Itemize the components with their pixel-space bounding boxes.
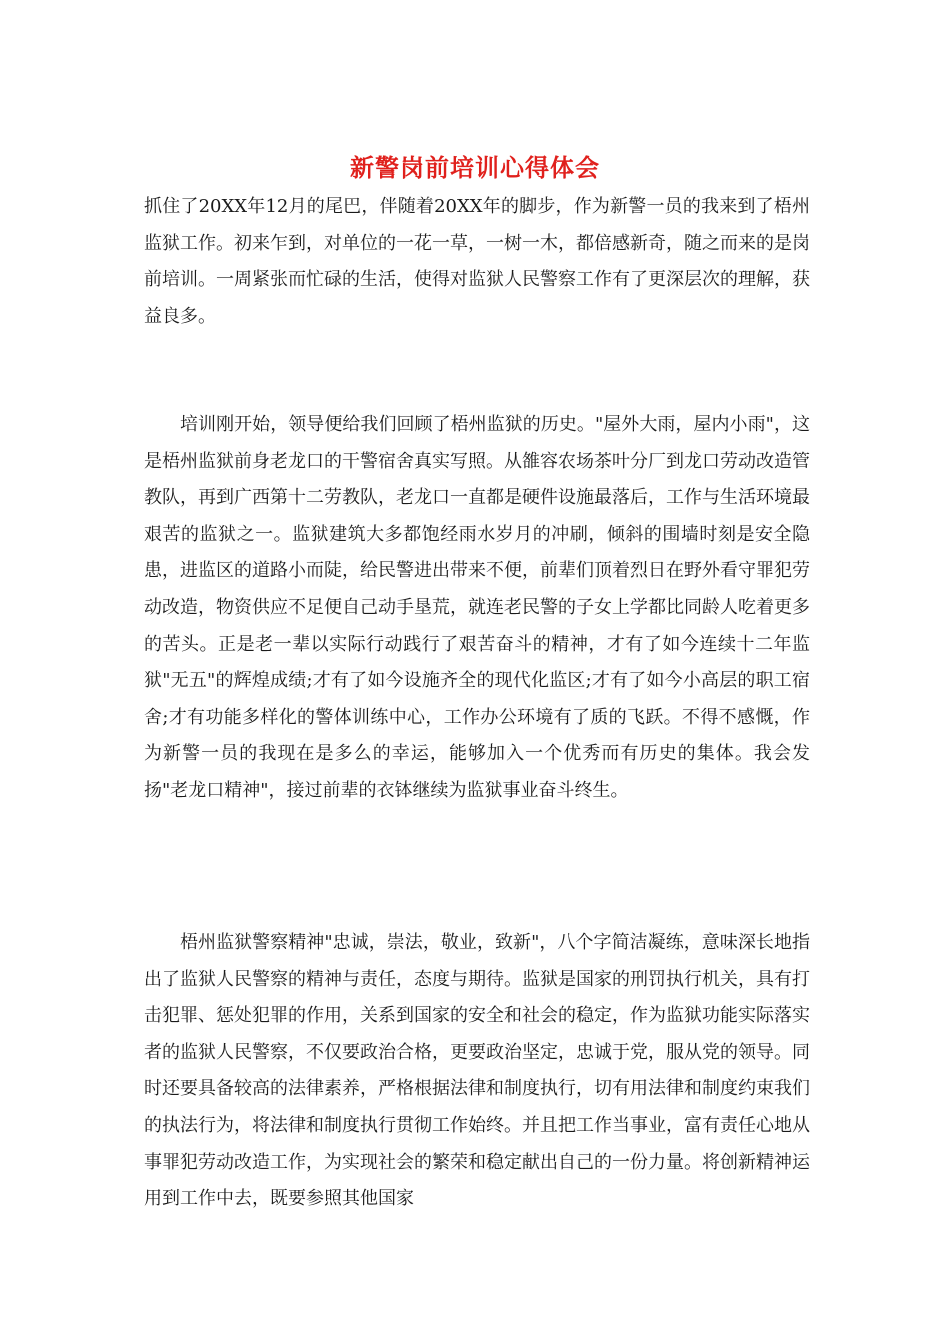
- paragraph-3: 梧州监狱警察精神"忠诚，崇法，敬业，致新"，八个字简洁凝练，意味深长地指出了监狱人民警察的精神与责任，态度与期待。监狱是国家的刑罚执行机关，具有打击犯罪、惩处犯罪的作用，关系到国家的安全和社会的稳定，作为监狱功能实际落实者的监狱人民警察，不仅要政治合格，更要政治坚定，忠诚于党，服从党的领导。同时还要具备较高的法律素养，严格根据法律和制度执行，切有用法律和制度约束我们的执法行为，将法律和制度执行贯彻工作始终。并且把工作当事业，富有责任心地从事罪犯劳动改造工作，为实现社会的繁荣和稳定献出自己的一份力量。将创新精神运用到工作中去，既要参照其他国家: [144, 932, 810, 1210]
- paragraph-2: 培训刚开始，领导便给我们回顾了梧州监狱的历史。"屋外大雨，屋内小雨"，这是梧州监狱前身老龙口的干警宿舍真实写照。从雒容农场茶叶分厂到龙口劳动改造管教队，再到广西第十二劳教队，老龙口一直都是硬件设施最落后，工作与生活环境最艰苦的监狱之一。监狱建筑大多都饱经雨水岁月的冲刷，倾斜的围墙时刻是安全隐患，进监区的道路小而陡，给民警进出带来不便，前辈们顶着烈日在野外看守罪犯劳动改造，物资供应不足便自己动手垦荒，就连老民警的子女上学都比同龄人吃着更多的苦头。正是老一辈以实际行动践行了艰苦奋斗的精神，才有了如今连续十二年监狱"无五"的辉煌成绩;才有了如今设施齐全的现代化监区;才有了如今小高层的职工宿舍;才有功能多样化的警体训练中心，工作办公环境有了质的飞跃。不得不感慨，作为新警一员的我现在是多么的幸运，能够加入一个优秀而有历史的集体。我会发扬"老龙口精神"，接过前辈的衣钵继续为监狱事业奋斗终生。: [144, 414, 810, 801]
- paragraph-1: 抓住了20XX年12月的尾巴，伴随着20XX年的脚步，作为新警一员的我来到了梧州监狱工作。初来乍到，对单位的一花一草，一树一木，都倍感新奇，随之而来的是岗前培训。一周紧张而忙碌的生活，使得对监狱人民警察工作有了更深层次的理解，获益良多。: [144, 196, 810, 327]
- document-title: 新警岗前培训心得体会: [350, 153, 600, 182]
